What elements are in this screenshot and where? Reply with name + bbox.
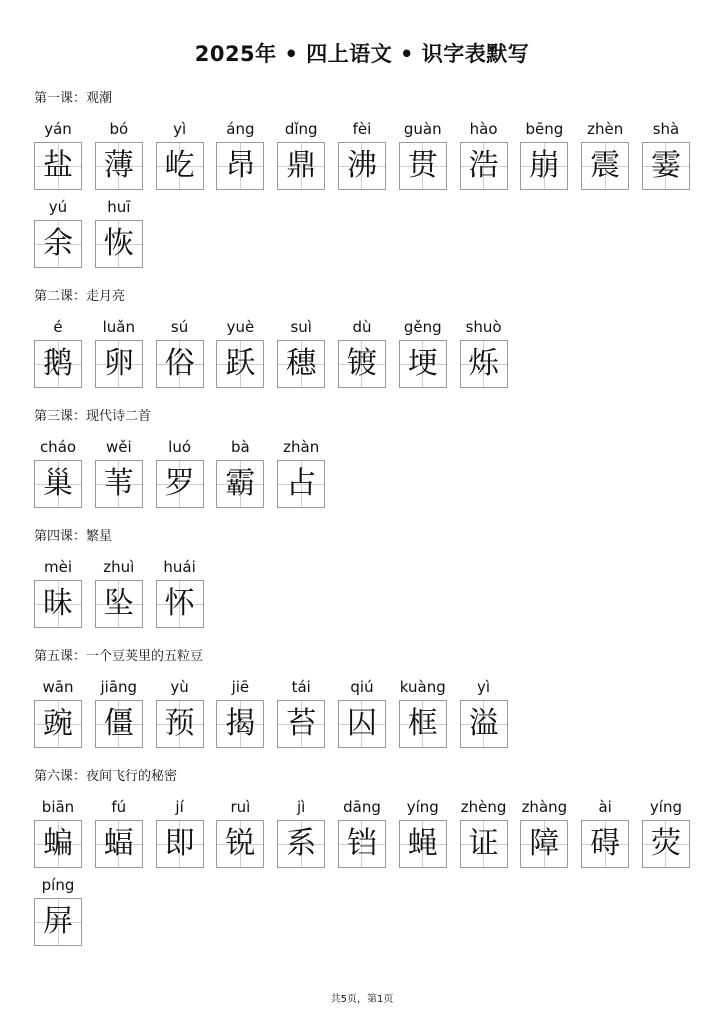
page-footer: 共5页，第1页: [330, 994, 394, 1005]
hanzi-character: 锐: [225, 826, 256, 861]
character-cell: [34, 872, 95, 950]
pinyin-label: áng: [226, 120, 255, 138]
character-cell: [95, 434, 156, 512]
pinyin-label: yán: [44, 120, 72, 138]
character-cell: [95, 674, 156, 752]
tian-zi-ge-box: [277, 340, 325, 388]
hanzi-character: 镀: [346, 346, 377, 381]
character-grid: [34, 554, 704, 632]
lesson-title: 第一课：观潮: [34, 91, 113, 106]
pinyin-label: ruì: [230, 798, 251, 816]
hanzi-character: 罗: [164, 466, 195, 501]
hanzi-character: 蝙: [43, 826, 73, 861]
character-cell: [216, 794, 277, 872]
hanzi-character: 囚: [346, 706, 377, 741]
character-cell: [399, 794, 460, 872]
tian-zi-ge-box: [156, 142, 204, 190]
character-cell: [34, 674, 95, 752]
hanzi-character: 霸: [225, 466, 256, 501]
tian-zi-ge-box: [216, 700, 264, 748]
tian-zi-ge-box: [95, 580, 143, 628]
character-cell: [520, 794, 581, 872]
hanzi-character: 巢: [43, 466, 73, 501]
tian-zi-ge-box: [95, 220, 143, 268]
tian-zi-ge-box: [34, 220, 82, 268]
tian-zi-ge-box: [460, 820, 508, 868]
hanzi-character: 崩: [529, 148, 560, 183]
pinyin-label: huái: [163, 558, 196, 576]
lesson-title: 第四课：繁星: [34, 529, 113, 544]
hanzi-character: 霎: [650, 148, 681, 183]
pinyin-label: bēng: [525, 120, 564, 138]
character-cell: [460, 314, 521, 392]
hanzi-character: 卵: [103, 346, 134, 381]
character-cell: [156, 434, 217, 512]
pinyin-label: dāng: [343, 798, 381, 816]
lesson-list: [34, 88, 694, 964]
character-cell: [34, 554, 95, 632]
lesson-section: [34, 406, 694, 512]
pinyin-label: huī: [107, 198, 131, 216]
tian-zi-ge-box: [95, 142, 143, 190]
lesson-section: [34, 286, 694, 392]
character-cell: [338, 674, 399, 752]
tian-zi-ge-box: [460, 700, 508, 748]
tian-zi-ge-box: [34, 142, 82, 190]
tian-zi-ge-box: [520, 142, 568, 190]
hanzi-character: 铛: [346, 826, 377, 861]
tian-zi-ge-box: [95, 460, 143, 508]
lesson-section: [34, 646, 694, 752]
pinyin-label: mèi: [43, 558, 72, 576]
lesson-section: [34, 88, 694, 272]
character-cell: [642, 794, 703, 872]
tian-zi-ge-box: [34, 700, 82, 748]
tian-zi-ge-box: [581, 820, 629, 868]
pinyin-label: cháo: [39, 438, 77, 456]
character-cell: [95, 194, 156, 272]
tian-zi-ge-box: [460, 340, 508, 388]
hanzi-character: 证: [468, 826, 499, 861]
hanzi-character: 余: [43, 226, 73, 261]
character-cell: [277, 116, 338, 194]
page-title: 2025年 • 四上语文 • 识字表默写: [194, 42, 530, 66]
tian-zi-ge-box: [156, 580, 204, 628]
pinyin-label: yù: [170, 678, 189, 696]
lesson-title: 第二课：走月亮: [34, 289, 126, 304]
tian-zi-ge-box: [277, 142, 325, 190]
tian-zi-ge-box: [399, 340, 447, 388]
tian-zi-ge-box: [95, 340, 143, 388]
hanzi-character: 鼎: [286, 148, 317, 183]
tian-zi-ge-box: [338, 340, 386, 388]
pinyin-label: zhèn: [587, 120, 624, 138]
hanzi-character: 框: [407, 706, 438, 741]
character-cell: [156, 674, 217, 752]
character-cell: [216, 674, 277, 752]
character-cell: [216, 434, 277, 512]
tian-zi-ge-box: [277, 700, 325, 748]
character-cell: [34, 314, 95, 392]
character-cell: [34, 116, 95, 194]
pinyin-label: wān: [42, 678, 74, 696]
character-cell: [581, 116, 642, 194]
tian-zi-ge-box: [156, 700, 204, 748]
pinyin-label: yú: [48, 198, 68, 216]
tian-zi-ge-box: [277, 820, 325, 868]
hanzi-character: 震: [590, 148, 621, 183]
tian-zi-ge-box: [34, 820, 82, 868]
hanzi-character: 跃: [225, 346, 256, 381]
tian-zi-ge-box: [581, 142, 629, 190]
character-cell: [277, 434, 338, 512]
hanzi-character: 即: [164, 826, 195, 861]
character-cell: [520, 116, 581, 194]
character-grid: [34, 434, 704, 512]
pinyin-label: píng: [41, 876, 75, 894]
character-cell: [642, 116, 703, 194]
character-cell: [156, 794, 217, 872]
pinyin-label: gěng: [403, 318, 442, 336]
pinyin-label: tái: [291, 678, 311, 696]
hanzi-character: 预: [164, 706, 195, 741]
lesson-section: [34, 766, 694, 950]
pinyin-label: yuè: [226, 318, 255, 336]
hanzi-character: 苔: [286, 706, 317, 741]
hanzi-character: 占: [286, 466, 317, 501]
pinyin-label: fèi: [352, 120, 372, 138]
tian-zi-ge-box: [34, 340, 82, 388]
lesson-title: 第六课：夜间飞行的秘密: [34, 769, 178, 784]
character-cell: [460, 116, 521, 194]
hanzi-character: 鹅: [43, 346, 73, 381]
hanzi-character: 烁: [468, 346, 499, 381]
character-cell: [95, 116, 156, 194]
hanzi-character: 埂: [407, 346, 438, 381]
character-grid: [34, 116, 704, 272]
tian-zi-ge-box: [216, 340, 264, 388]
hanzi-character: 屹: [164, 148, 195, 183]
tian-zi-ge-box: [399, 142, 447, 190]
hanzi-character: 苇: [103, 466, 134, 501]
tian-zi-ge-box: [34, 460, 82, 508]
pinyin-label: bó: [109, 120, 129, 138]
hanzi-character: 贯: [407, 148, 438, 183]
character-cell: [156, 116, 217, 194]
pinyin-label: suì: [290, 318, 312, 336]
character-cell: [338, 116, 399, 194]
pinyin-label: luó: [168, 438, 192, 456]
tian-zi-ge-box: [338, 820, 386, 868]
character-cell: [34, 794, 95, 872]
hanzi-character: 碍: [590, 826, 621, 861]
character-cell: [216, 116, 277, 194]
character-cell: [277, 314, 338, 392]
pinyin-label: wěi: [105, 438, 132, 456]
pinyin-label: luǎn: [102, 318, 135, 336]
character-cell: [399, 314, 460, 392]
pinyin-label: kuàng: [399, 678, 446, 696]
tian-zi-ge-box: [399, 700, 447, 748]
pinyin-label: fú: [111, 798, 127, 816]
pinyin-label: jiāng: [100, 678, 138, 696]
lesson-title: 第三课：现代诗二首: [34, 409, 152, 424]
hanzi-character: 僵: [103, 706, 134, 741]
hanzi-character: 盐: [43, 148, 73, 183]
character-cell: [581, 794, 642, 872]
pinyin-label: yíng: [406, 798, 439, 816]
lesson-section: [34, 526, 694, 632]
pinyin-label: jí: [175, 798, 184, 816]
hanzi-character: 昂: [225, 148, 256, 183]
character-grid: [34, 794, 704, 950]
hanzi-character: 屏: [43, 904, 73, 939]
hanzi-character: 浩: [468, 148, 499, 183]
hanzi-character: 揭: [225, 706, 256, 741]
character-cell: [460, 674, 521, 752]
pinyin-label: dǐng: [284, 120, 318, 138]
tian-zi-ge-box: [95, 820, 143, 868]
pinyin-label: sú: [170, 318, 189, 336]
character-cell: [399, 116, 460, 194]
pinyin-label: jì: [297, 798, 306, 816]
tian-zi-ge-box: [642, 142, 690, 190]
tian-zi-ge-box: [399, 820, 447, 868]
character-cell: [95, 314, 156, 392]
hanzi-character: 昧: [43, 586, 73, 621]
pinyin-label: é: [53, 318, 63, 336]
hanzi-character: 怀: [164, 586, 195, 621]
tian-zi-ge-box: [156, 820, 204, 868]
character-cell: [95, 794, 156, 872]
character-cell: [277, 674, 338, 752]
hanzi-character: 系: [286, 826, 317, 861]
character-cell: [216, 314, 277, 392]
character-cell: [156, 314, 217, 392]
hanzi-character: 蝇: [407, 826, 438, 861]
tian-zi-ge-box: [642, 820, 690, 868]
pinyin-label: ài: [598, 798, 612, 816]
pinyin-label: shà: [652, 120, 680, 138]
pinyin-label: jiē: [231, 678, 250, 696]
tian-zi-ge-box: [95, 700, 143, 748]
character-cell: [399, 674, 460, 752]
pinyin-label: qiú: [350, 678, 374, 696]
pinyin-label: yì: [477, 678, 491, 696]
tian-zi-ge-box: [156, 460, 204, 508]
hanzi-character: 薄: [103, 148, 134, 183]
tian-zi-ge-box: [216, 460, 264, 508]
hanzi-character: 恢: [103, 226, 134, 261]
tian-zi-ge-box: [338, 700, 386, 748]
pinyin-label: bà: [231, 438, 250, 456]
hanzi-character: 蝠: [103, 826, 134, 861]
character-cell: [34, 434, 95, 512]
tian-zi-ge-box: [216, 820, 264, 868]
tian-zi-ge-box: [520, 820, 568, 868]
pinyin-label: yíng: [649, 798, 682, 816]
hanzi-character: 障: [529, 826, 560, 861]
pinyin-label: shuò: [465, 318, 502, 336]
character-cell: [460, 794, 521, 872]
character-cell: [338, 794, 399, 872]
lesson-title: 第五课：一个豆荚里的五粒豆: [34, 649, 204, 664]
pinyin-label: zhàng: [521, 798, 568, 816]
character-cell: [277, 794, 338, 872]
character-cell: [338, 314, 399, 392]
hanzi-character: 荧: [650, 826, 681, 861]
tian-zi-ge-box: [460, 142, 508, 190]
hanzi-character: 俗: [164, 346, 195, 381]
pinyin-label: hào: [469, 120, 498, 138]
pinyin-label: zhàn: [283, 438, 320, 456]
character-cell: [156, 554, 217, 632]
pinyin-label: dù: [352, 318, 372, 336]
pinyin-label: guàn: [403, 120, 442, 138]
hanzi-character: 坠: [103, 586, 134, 621]
hanzi-character: 豌: [43, 706, 73, 741]
hanzi-character: 溢: [468, 706, 499, 741]
character-grid: [34, 314, 704, 392]
hanzi-character: 穗: [286, 346, 317, 381]
tian-zi-ge-box: [277, 460, 325, 508]
character-grid: [34, 674, 704, 752]
tian-zi-ge-box: [34, 898, 82, 946]
tian-zi-ge-box: [34, 580, 82, 628]
pinyin-label: zhuì: [103, 558, 135, 576]
hanzi-character: 沸: [346, 148, 377, 183]
pinyin-label: yì: [173, 120, 187, 138]
tian-zi-ge-box: [216, 142, 264, 190]
tian-zi-ge-box: [338, 142, 386, 190]
tian-zi-ge-box: [156, 340, 204, 388]
character-cell: [34, 194, 95, 272]
pinyin-label: zhèng: [460, 798, 507, 816]
character-cell: [95, 554, 156, 632]
pinyin-label: biān: [41, 798, 75, 816]
